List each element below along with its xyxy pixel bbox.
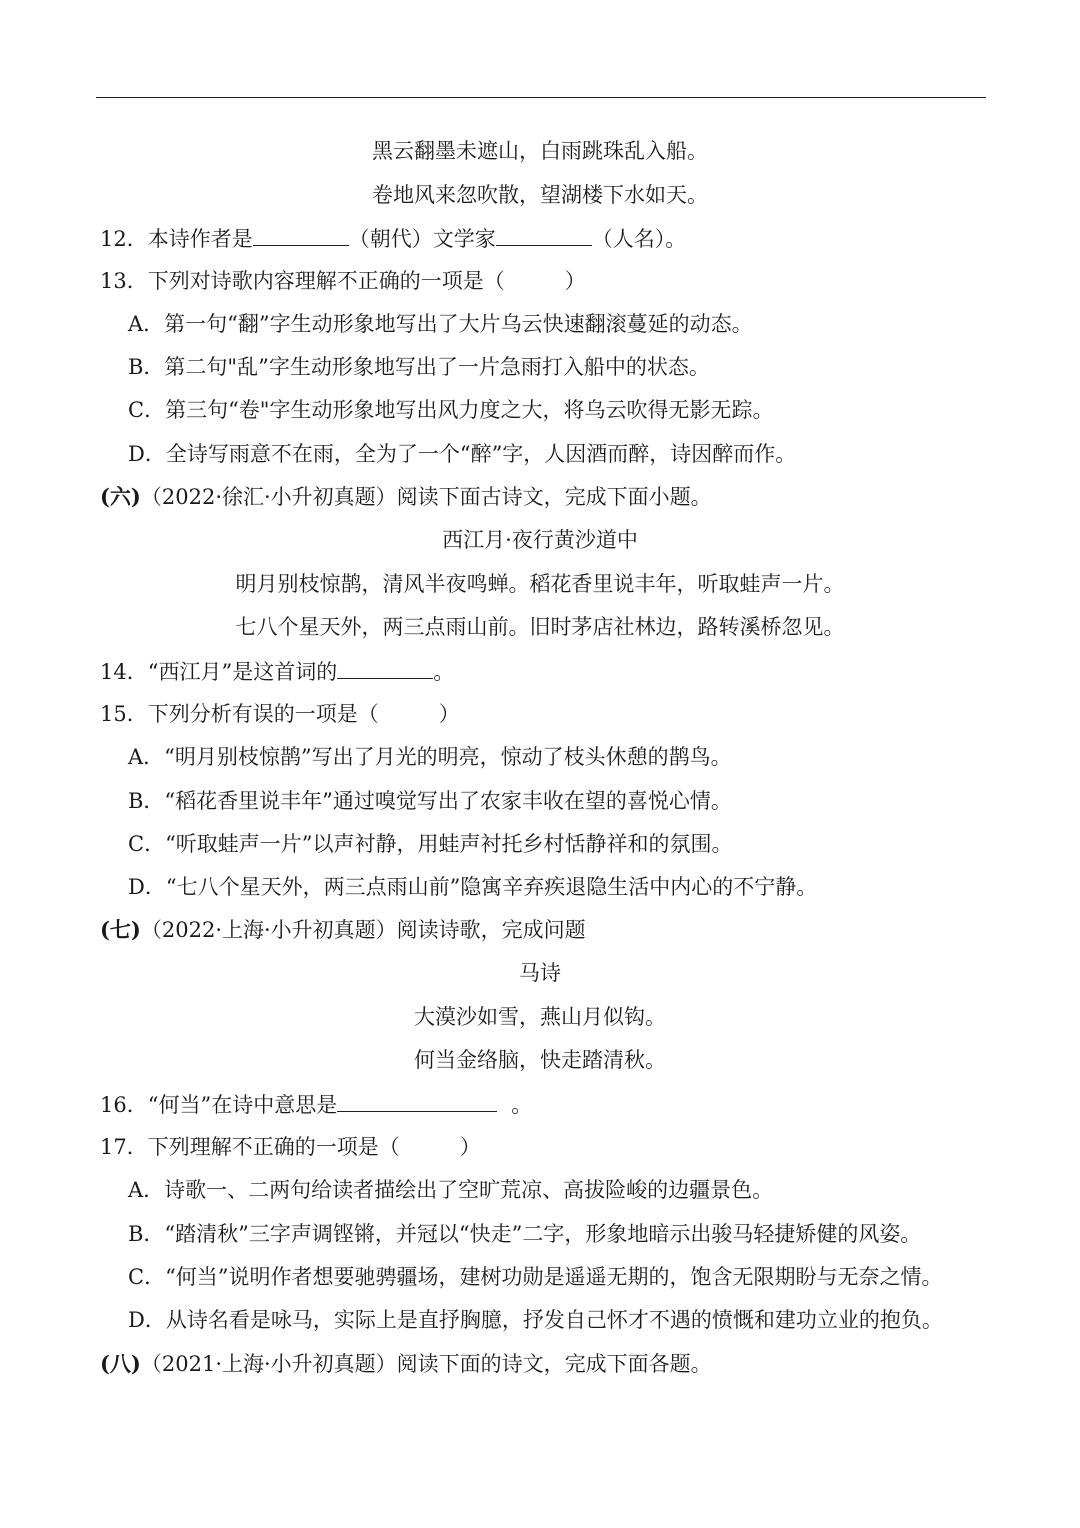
q17-option-c: C．“何当”说明作者想要驰骋疆场，建树功勋是遥遥无期的，饱含无限期盼与无奈之情。 <box>128 1265 943 1289</box>
q12-dynasty-blank[interactable] <box>253 223 349 246</box>
q13-option-a: A．第一句“翻”字生动形象地写出了大片乌云快速翻滚蔓延的动态。 <box>128 312 753 336</box>
section-8-text: （2021·上海·小升初真题）阅读下面的诗文，完成下面各题。 <box>140 1352 712 1376</box>
q16-prefix: 16．“何当”在诗中意思是 <box>100 1093 338 1117</box>
poem2-line1: 明月别枝惊鹊，清风半夜鸣蝉。稻花香里说丰年，听取蛙声一片。 <box>235 572 845 596</box>
poem2-title: 西江月·夜行黄沙道中 <box>442 528 638 552</box>
question-13 <box>100 266 586 296</box>
q12-mid: （朝代）文学家 <box>348 227 496 251</box>
question-12 <box>100 223 686 254</box>
q13-stem: 13．下列对诗歌内容理解不正确的一项是（ <box>100 269 505 293</box>
q16-suffix: 。 <box>511 1093 533 1117</box>
q14-blank[interactable] <box>337 656 433 679</box>
header-rule <box>96 97 986 98</box>
poem3-line2: 何当金络脑，快走踏清秋。 <box>414 1048 666 1072</box>
question-17 <box>100 1132 481 1162</box>
q17-stem: 17．下列理解不正确的一项是（ <box>100 1135 400 1159</box>
q14-suffix: 。 <box>433 660 455 684</box>
q12-prefix: 12．本诗作者是 <box>100 227 253 251</box>
poem3-line1: 大漠沙如雪，燕山月似钩。 <box>414 1005 666 1029</box>
q12-name-blank[interactable] <box>496 223 592 246</box>
poem3-title: 马诗 <box>519 961 561 985</box>
question-15 <box>100 699 460 729</box>
poem2-line2: 七八个星天外，两三点雨山前。旧时茅店社林边，路转溪桥忽见。 <box>235 615 845 639</box>
section-6-heading <box>100 482 712 512</box>
q15-option-b: B．“稻花香里说丰年”通过嗅觉写出了农家丰收在望的喜悦心情。 <box>128 789 732 813</box>
question-14 <box>100 656 454 687</box>
q13-close: ） <box>564 269 586 293</box>
q13-option-b: B．第二句"乱”字生动形象地写出了一片急雨打入船中的状态。 <box>128 355 710 379</box>
q17-option-d: D．从诗名看是咏马，实际上是直抒胸臆，抒发自己怀才不遇的愤慨和建功立业的抱负。 <box>128 1308 943 1332</box>
question-16 <box>100 1089 532 1120</box>
q16-blank[interactable] <box>337 1089 497 1112</box>
q12-suffix: （人名）。 <box>591 227 687 251</box>
q14-prefix: 14．“西江月”是这首词的 <box>100 660 338 684</box>
q15-stem: 15．下列分析有误的一项是（ <box>100 702 379 726</box>
q15-close: ） <box>438 702 460 726</box>
q15-option-a: A．“明月别枝惊鹊”写出了月光的明亮，惊动了枝头休憩的鹊鸟。 <box>128 745 732 769</box>
section-7-heading <box>100 915 586 945</box>
poem1-line1: 黑云翻墨未遮山，白雨跳珠乱入船。 <box>372 139 708 163</box>
section-8-label: (八) <box>100 1351 141 1376</box>
q13-option-d: D．全诗写雨意不在雨，全为了一个“醉”字，人因酒而醉，诗因醉而作。 <box>128 442 797 466</box>
q13-option-c: C．第三句“卷"字生动形象地写出风力度之大，将乌云吹得无影无踪。 <box>128 398 774 422</box>
q17-option-a: A．诗歌一、二两句给读者描绘出了空旷荒凉、高拔险峻的边疆景色。 <box>128 1178 774 1202</box>
section-6-label: (六) <box>100 484 141 509</box>
q17-close: ） <box>459 1135 481 1159</box>
q15-option-c: C．“听取蛙声一片”以声衬静，用蛙声衬托乡村恬静祥和的氛围。 <box>128 832 733 856</box>
poem1-line2: 卷地风来忽吹散，望湖楼下水如天。 <box>372 183 708 207</box>
q17-option-b: B．“踏清秋”三字声调铿锵，并冠以“快走”二字，形象地暗示出骏马轻捷矫健的风姿。 <box>128 1222 922 1246</box>
section-6-text: （2022·徐汇·小升初真题）阅读下面古诗文，完成下面小题。 <box>140 485 712 509</box>
section-8-heading <box>100 1349 712 1379</box>
q15-option-d: D．“七八个星天外，两三点雨山前”隐寓辛弃疾退隐生活中内心的不宁静。 <box>128 875 818 899</box>
section-7-text: （2022·上海·小升初真题）阅读诗歌，完成问题 <box>140 918 586 942</box>
section-7-label: (七) <box>100 917 141 942</box>
